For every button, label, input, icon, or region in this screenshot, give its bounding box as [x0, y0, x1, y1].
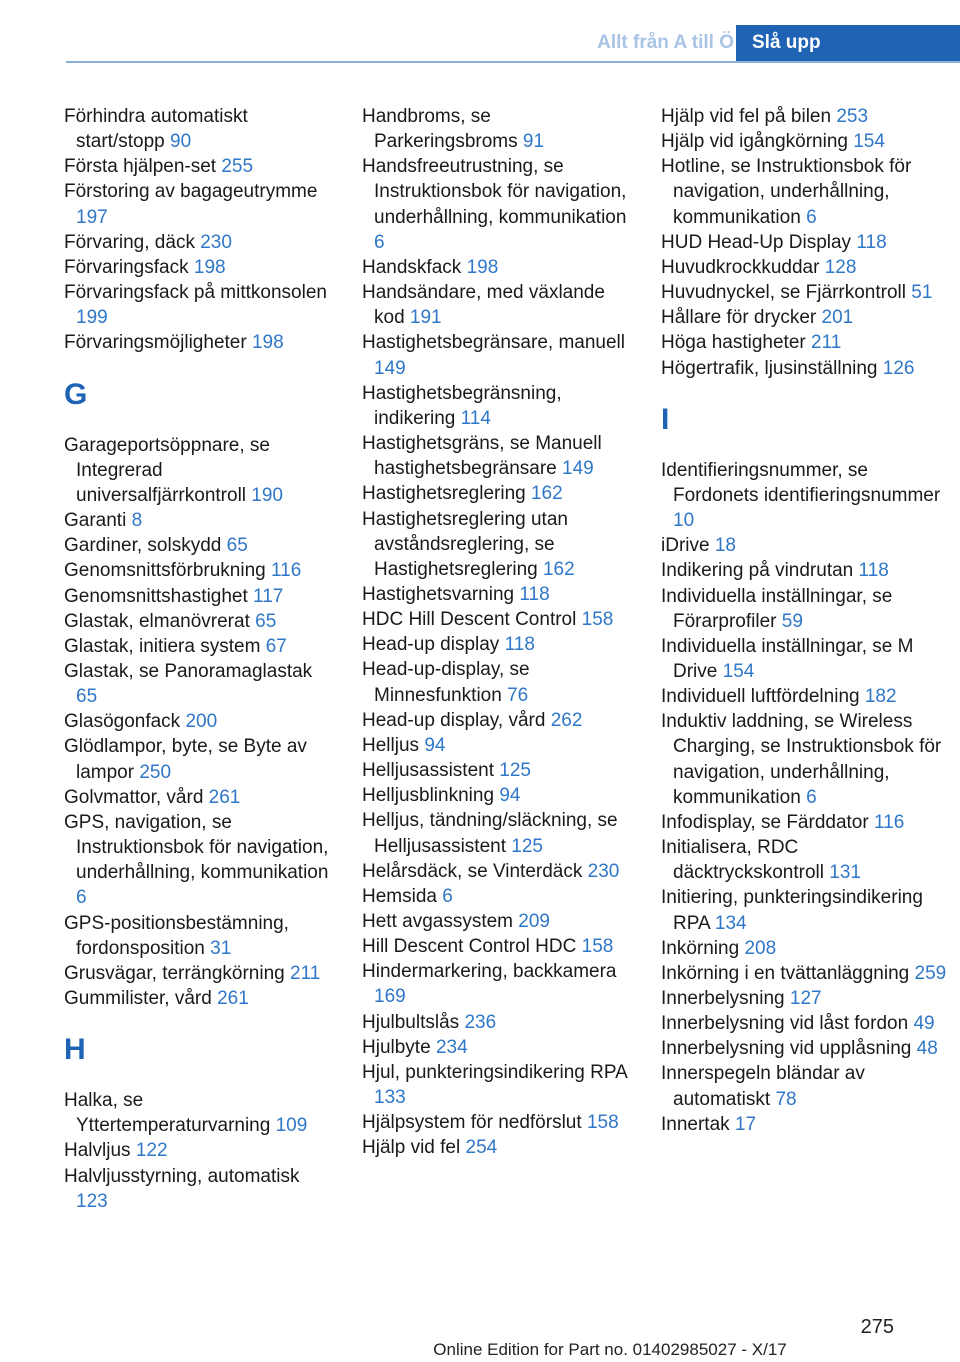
index-entry-term: Första hjälpen-set [64, 156, 217, 178]
index-entry-term: Hastighetsgräns, se Manuell hastighetsbegränsare [362, 433, 602, 480]
page-link[interactable]: 91 [522, 131, 545, 153]
index-entry-term: Innerbelysning vid låst fordon [661, 1013, 909, 1035]
index-entry-term: Hastighetsbegränsning, indikering [362, 382, 562, 429]
page-link[interactable]: 59 [781, 610, 803, 632]
page-link[interactable]: 158 [586, 1112, 619, 1134]
index-entry-term: Hjälpsystem för nedförslut [362, 1112, 582, 1134]
page-link[interactable]: 90 [170, 131, 192, 153]
page-link[interactable]: 128 [824, 256, 857, 278]
index-entry-term: Halka, se Yttertemperaturvarning [64, 1090, 271, 1137]
index-entry [661, 584, 951, 634]
index-entry-term: Glastak, se Panoramaglastak [64, 660, 313, 682]
index-entry-term: Identifieringsnummer, se Fordonets identifieringsnummer [661, 459, 941, 506]
index-entry [661, 885, 951, 935]
page-link[interactable]: 149 [562, 458, 594, 480]
page-link[interactable]: 48 [916, 1038, 938, 1060]
page-link[interactable]: 250 [139, 761, 172, 783]
index-entry-term: Infodisplay, se Färddator [661, 811, 869, 833]
page-link[interactable]: 262 [550, 709, 583, 731]
page-link[interactable]: 65 [226, 535, 248, 557]
index-entry-term: Induktiv laddning, se Wireless Charging, se Instruktionsbok för navigation, underhållning, kommunikation [661, 711, 942, 808]
page-link[interactable]: 10 [673, 510, 695, 532]
index-letter-heading: I [661, 402, 670, 436]
index-entry [661, 684, 951, 709]
page-link[interactable]: 261 [217, 988, 249, 1009]
index-entry-term: Hjälp vid fel på bilen [661, 106, 832, 127]
page-link[interactable]: 154 [853, 131, 885, 153]
index-entry [661, 810, 951, 835]
index-entry-term: Hastighetsbegränsare, manuell [362, 332, 625, 354]
index-entry-term: Helljus [362, 734, 420, 756]
index-entry [661, 634, 951, 684]
page-link[interactable]: 211 [811, 332, 842, 354]
page-link[interactable]: 31 [210, 937, 232, 959]
page-link[interactable]: 94 [424, 734, 446, 756]
index-entry [362, 909, 634, 934]
page-link[interactable]: 158 [581, 609, 614, 631]
index-entry-term: Handbroms, se Parkeringsbroms [362, 106, 518, 153]
index-entry-term: Handsfreeutrustning, se Instruktionsbok för navigation, underhållning, kommunikation [362, 156, 627, 228]
index-entry-term: Innerspegeln bländar av automatiskt [661, 1063, 865, 1110]
index-entry-term: Innertak [661, 1113, 730, 1135]
footer-text: Online Edition for Part no. 01402985027 - X/17 [433, 1340, 787, 1359]
index-entry-term: GPS, navigation, se Instruktionsbok för navigation, underhållning, kommunikation [64, 811, 329, 884]
index-entry [661, 533, 951, 558]
index-entry [362, 859, 634, 884]
index-entry-term: Garageportsöppnare, se Integrerad universalfjärrkontroll [64, 434, 270, 506]
index-entry-term: Hjälp vid igångkörning [661, 131, 848, 153]
page-link[interactable]: 162 [542, 558, 575, 580]
page-link[interactable]: 190 [251, 484, 283, 506]
index-entry [64, 634, 334, 659]
page-link[interactable]: 109 [275, 1115, 308, 1137]
index-entry-term: Helljus, tändning/släckning, se Helljusassistent [362, 810, 618, 857]
index-entry [64, 1164, 334, 1214]
page-link[interactable]: 198 [466, 256, 499, 278]
index-entry [64, 584, 334, 609]
index-entry-term: Förvaring, däck [64, 231, 195, 253]
index-entry-term: Garanti [64, 510, 127, 532]
page-link[interactable]: 191 [409, 307, 442, 329]
index-entry [362, 708, 634, 733]
index-entry-term: Hill Descent Control HDC [362, 936, 577, 958]
index-entry-term: Förvaringsfack på mittkonsolen [64, 282, 327, 304]
index-entry-term: Innerbelysning vid upplåsning [661, 1038, 912, 1060]
index-entry-term: Förvaringsfack [64, 256, 189, 278]
page-link[interactable]: 94 [499, 785, 521, 807]
index-entry [362, 884, 634, 909]
index-entry [661, 835, 951, 885]
page-link[interactable]: 6 [806, 206, 817, 228]
index-entry [362, 808, 634, 858]
index-entry [362, 507, 634, 582]
index-entry-term: Helljusassistent [362, 760, 494, 782]
index-entry-term: Head-up-display, se Minnesfunktion [362, 659, 530, 706]
page-link[interactable]: 118 [519, 583, 550, 605]
page-link[interactable]: 123 [76, 1190, 108, 1212]
index-entry [64, 230, 334, 255]
index-entry-term: Gummilister, vård [64, 988, 212, 1009]
page-link[interactable]: 65 [76, 686, 98, 708]
page-link[interactable]: 6 [806, 786, 817, 808]
index-entry [64, 734, 334, 784]
index-entry [362, 783, 634, 808]
index-entry-term: Golvmattor, vård [64, 786, 204, 808]
index-entry [661, 330, 951, 355]
footer [0, 1340, 960, 1360]
page-link[interactable]: 116 [271, 560, 302, 582]
page-link[interactable]: 201 [821, 307, 854, 329]
index-entry [362, 154, 634, 255]
index-entry [362, 934, 634, 959]
page-link[interactable]: 6 [76, 887, 87, 909]
index-entry [661, 280, 951, 305]
page-link[interactable]: 253 [836, 106, 869, 127]
index-entry [661, 356, 951, 381]
page-link[interactable]: 78 [775, 1088, 797, 1110]
index-entry [362, 733, 634, 758]
index-entry [64, 961, 334, 986]
index-entry [362, 632, 634, 657]
page-link[interactable]: 125 [511, 835, 543, 857]
page-link[interactable]: 169 [374, 986, 406, 1008]
index-entry-term: Hett avgassystem [362, 911, 513, 932]
index-entry-term: HDC Hill Descent Control [362, 609, 577, 631]
index-entry [64, 179, 334, 229]
index-entry-term: Innerbelysning [661, 988, 785, 1009]
page-link[interactable]: 131 [829, 862, 861, 884]
page-link[interactable]: 255 [221, 156, 254, 178]
section-tab[interactable]: Allt från A till Ö [597, 32, 734, 53]
index-entry-term: Huvudkrockkuddar [661, 256, 820, 278]
index-entry-term: Glastak, initiera system [64, 635, 261, 657]
page-link[interactable]: 208 [744, 937, 777, 959]
index-entry [64, 911, 334, 961]
index-entry-term: Hindermarkering, backkamera [362, 961, 617, 983]
page-link[interactable]: 198 [193, 256, 226, 278]
index-entry-term: Halvljus [64, 1140, 131, 1162]
index-entry [661, 986, 951, 1011]
page-link[interactable]: 209 [518, 911, 550, 932]
page-link[interactable]: 118 [858, 560, 889, 582]
index-entry-term: Grusvägar, terrängkörning [64, 962, 285, 984]
index-entry [64, 609, 334, 634]
page-link[interactable]: 197 [76, 206, 108, 228]
header-rule [66, 61, 960, 63]
page-link[interactable]: 211 [290, 962, 321, 984]
index-entry [362, 758, 634, 783]
index-entry-term: Hastighetsvarning [362, 583, 515, 605]
index-entry [661, 458, 951, 533]
page-link[interactable]: 67 [265, 635, 287, 657]
index-entry-term: Handskfack [362, 256, 462, 278]
index-entry [362, 607, 634, 632]
index-entry [64, 154, 334, 179]
index-entry-term: Initialisera, RDC däcktryckskontroll [661, 837, 824, 884]
page-link[interactable]: 134 [714, 912, 747, 934]
index-entry [64, 255, 334, 280]
index-entry [362, 1035, 634, 1060]
index-entry [661, 1011, 951, 1036]
page-link[interactable]: 162 [530, 483, 563, 505]
page-link[interactable]: 126 [882, 357, 915, 379]
index-entry-term: Glastak, elmanövrerat [64, 610, 250, 632]
index-entry [362, 1135, 634, 1160]
index-entry [661, 255, 951, 280]
index-entry [661, 154, 951, 229]
page-link[interactable]: 198 [251, 332, 284, 354]
index-letter-heading: H [64, 1033, 86, 1067]
page-link[interactable]: 154 [722, 660, 755, 682]
index-entry [362, 280, 634, 330]
page-link[interactable]: 122 [135, 1140, 168, 1162]
index-entry-term: Högertrafik, ljusinställning [661, 357, 878, 379]
page-link[interactable]: 261 [208, 786, 241, 808]
index-entry [661, 936, 951, 961]
index-entry-term: Helårsdäck, se Vinterdäck [362, 860, 583, 882]
index-entry-term: Hjulbyte [362, 1036, 431, 1058]
index-entry [64, 1088, 334, 1138]
index-entry-term: Hjälp vid fel [362, 1137, 461, 1159]
page-link[interactable]: 6 [374, 231, 385, 253]
index-entry-term: GPS-positionsbestämning, fordonsposition [64, 912, 289, 959]
index-entry-term: Hållare för drycker [661, 307, 817, 329]
page-link[interactable]: 6 [442, 885, 453, 907]
index-entry-term: HUD Head-Up Display [661, 231, 852, 253]
page-link[interactable]: 118 [504, 634, 535, 656]
index-entry-term: Förvaringsmöjligheter [64, 332, 247, 354]
page-link[interactable]: 17 [734, 1113, 757, 1135]
page-link[interactable]: 254 [465, 1137, 498, 1159]
index-entry [362, 330, 634, 380]
page-link[interactable]: 49 [913, 1013, 935, 1035]
index-entry [64, 558, 334, 583]
index-entry [661, 1112, 951, 1137]
page-link[interactable]: 230 [587, 860, 620, 882]
index-entry-term: Hastighetsreglering [362, 483, 526, 505]
index-entry [64, 533, 334, 558]
index-entry-term: Hemsida [362, 885, 437, 907]
index-entry-term: Förstoring av bagageutrymme [64, 181, 318, 203]
page-number: 275 [860, 1316, 894, 1338]
index-entry-term: Hastighetsreglering utan avståndsreglering, se Hastighetsreglering [362, 508, 568, 580]
index-column-1 [64, 104, 334, 1214]
index-entry [661, 1061, 951, 1111]
index-column-2 [362, 104, 634, 1161]
page-link[interactable]: 118 [856, 231, 887, 253]
index-entry [661, 961, 951, 986]
index-entry-term: Indikering på vindrutan [661, 560, 854, 582]
index-entry [661, 709, 951, 810]
page-link[interactable]: 51 [911, 282, 933, 304]
index-entry [64, 659, 334, 709]
index-column-3 [661, 104, 951, 1137]
index-entry-term: Hotline, se Instruktionsbok för navigation, underhållning, kommunikation [661, 156, 912, 228]
page-link[interactable]: 8 [131, 510, 143, 532]
index-entry [362, 657, 634, 707]
page-link[interactable]: 199 [76, 307, 108, 329]
page-link[interactable]: 125 [499, 760, 531, 782]
index-entry-term: Genomsnittsförbrukning [64, 560, 266, 582]
index-entry-term: Genomsnittshastighet [64, 585, 248, 607]
index-entry [362, 255, 634, 280]
index-entry [661, 104, 951, 129]
page-link[interactable]: 117 [253, 585, 284, 607]
page-link[interactable]: 116 [873, 811, 905, 833]
index-entry-term: Hjul, punkteringsindikering RPA [362, 1061, 627, 1083]
index-entry [661, 558, 951, 583]
index-entry [661, 129, 951, 154]
index-entry [362, 381, 634, 431]
page-link[interactable]: 65 [255, 610, 277, 632]
index-entry [362, 1110, 634, 1135]
index-entry-term: Head-up display, vård [362, 709, 546, 731]
index-entry-term: Förhindra automatiskt start/stopp [64, 106, 248, 153]
index-entry-term: Handsändare, med växlande kod [362, 282, 605, 329]
index-entry-term: Initiering, punkteringsindikering RPA [661, 887, 923, 934]
page-link[interactable]: 158 [581, 936, 614, 958]
index-entry-term: Head-up display [362, 634, 500, 656]
index-entry-term: Glasögonfack [64, 711, 181, 733]
page-link[interactable]: 234 [435, 1036, 468, 1058]
page-link[interactable]: 149 [374, 357, 406, 379]
index-entry [64, 1138, 334, 1163]
index-entry [64, 810, 334, 911]
index-entry-term: Inkörning [661, 937, 740, 959]
index-entry-term: Huvudnyckel, se Fjärrkontroll [661, 282, 906, 304]
index-entry [64, 709, 334, 734]
index-entry [661, 230, 951, 255]
index-entry [64, 433, 334, 508]
page-link[interactable]: 127 [789, 988, 822, 1009]
page-link[interactable]: 200 [185, 711, 218, 733]
lookup-tab[interactable]: Slå upp [736, 25, 960, 61]
index-entry-term: Glödlampor, byte, se Byte av lampor [64, 736, 307, 783]
index-entry [362, 959, 634, 1009]
page-link[interactable]: 236 [464, 1011, 497, 1033]
page-link[interactable]: 259 [914, 962, 947, 984]
index-entry [64, 104, 334, 154]
page-link[interactable]: 230 [200, 231, 232, 253]
index-entry [362, 1060, 634, 1110]
index-entry [64, 330, 334, 355]
index-entry-term: Halvljusstyrning, automatisk [64, 1165, 300, 1187]
page-link[interactable]: 76 [507, 684, 529, 706]
page-link[interactable]: 18 [714, 535, 736, 557]
index-entry [661, 1036, 951, 1061]
page-link[interactable]: 114 [460, 407, 491, 429]
index-entry-term: Höga hastigheter [661, 332, 806, 354]
index-entry [64, 508, 334, 533]
index-entry [64, 986, 334, 1011]
index-entry-term: iDrive [661, 535, 710, 557]
index-entry-term: Inkörning i en tvättanläggning [661, 962, 910, 984]
index-entry [362, 431, 634, 481]
index-entry [362, 582, 634, 607]
index-entry [362, 104, 634, 154]
index-entry-term: Individuella inställningar, se M Drive [661, 635, 914, 682]
page-link[interactable]: 182 [864, 686, 897, 708]
index-entry-term: Hjulbultslås [362, 1011, 460, 1033]
index-entry [64, 785, 334, 810]
index-entry [362, 1010, 634, 1035]
index-letter-heading: G [64, 377, 88, 411]
page-link[interactable]: 133 [374, 1087, 406, 1109]
index-entry-term: Gardiner, solskydd [64, 535, 222, 557]
index-entry [64, 280, 334, 330]
index-entry-term: Individuell luftfördelning [661, 686, 860, 708]
index-entry [661, 305, 951, 330]
index-entry-term: Individuella inställningar, se Förarprofiler [661, 585, 893, 632]
index-entry-term: Helljusblinkning [362, 785, 495, 807]
index-entry [362, 481, 634, 506]
